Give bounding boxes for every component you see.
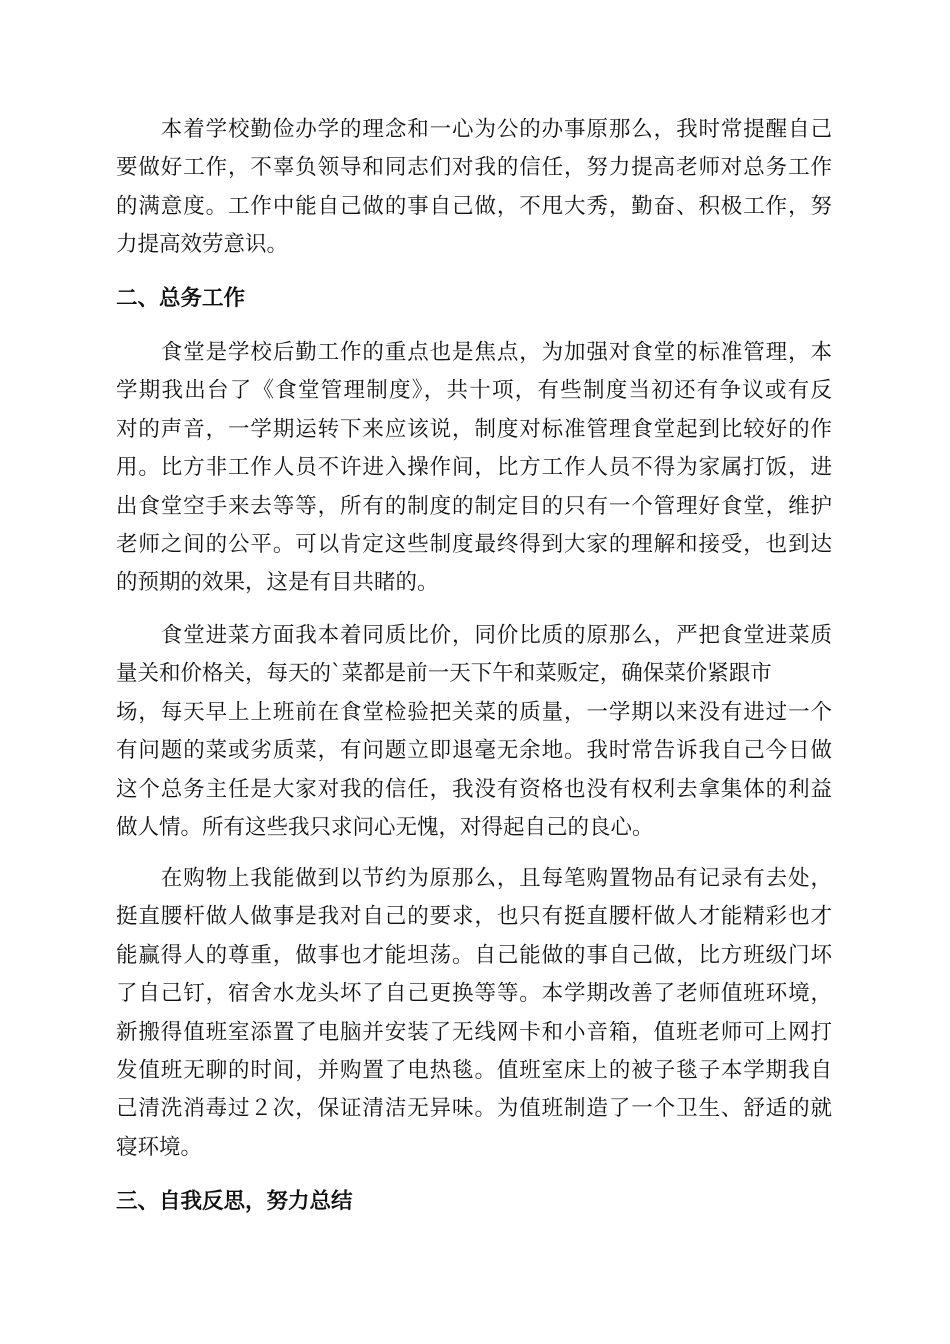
paragraph-2 <box>116 334 832 603</box>
text-line: 食堂进菜方面我本着同质比价，同价比质的原那么，严把食堂进菜质 <box>116 623 832 648</box>
text-line: 己清洗消毒过２次，保证清洁无异味。为值班制造了一个卫生、舒适的就 <box>116 1096 832 1122</box>
text-line: 的满意度。工作中能自己做的事自己做，不甩大秀，勤奋、积极工作，努 <box>116 193 832 219</box>
text-line: 力提高效劳意识。 <box>116 232 289 258</box>
text-line: 这个总务主任是大家对我的信任，我没有资格也没有权利去拿集体的利益 <box>116 776 832 802</box>
text-line: 出食堂空手来去等等，所有的制度的制定目的只有一个管理好食堂，维护 <box>116 493 832 519</box>
text-line: 用。比方非工作人员不许进入操作间，比方工作人员不得为家属打饭，进 <box>116 455 832 481</box>
text-line: 做人情。所有这些我只求问心无愧，对得起自己的良心。 <box>116 815 654 841</box>
text-line: 场，每天早上上班前在食堂检验把关菜的质量，一学期以来没有进过一个 <box>116 699 832 725</box>
text-line: 的预期的效果，这是有目共睹的。 <box>116 570 439 596</box>
text-line: 要做好工作，不辜负领导和同志们对我的信任，努力提高老师对总务工作 <box>116 155 832 181</box>
text-line: 在购物上我能做到以节约为原那么，且每笔购置物品有记录有去处， <box>116 866 832 891</box>
text-line: 对的声音，一学期运转下来应该说，制度对标准管理食堂起到比较好的作 <box>116 416 832 442</box>
text-line: 发值班无聊的时间，并购置了电热毯。值班室床上的被子毯子本学期我自 <box>116 1058 832 1084</box>
text-line: 本着学校勤俭办学的理念和一心为公的办事原那么，我时常提醒自己 <box>116 117 832 142</box>
paragraph-3 <box>116 617 832 847</box>
text-line: 老师之间的公平。可以肯定这些制度最终得到大家的理解和接受，也到达 <box>116 532 832 558</box>
paragraph-4 <box>116 860 832 1167</box>
text-line: 了自己钉，宿舍水龙头坏了自己更换等等。本学期改善了老师值班环境， <box>116 981 832 1007</box>
text-line: 寝环境。 <box>116 1134 203 1160</box>
text-line: 量关和价格关，每天的`菜都是前一天下午和菜贩定，确保菜价紧跟市 <box>116 661 772 687</box>
paragraph-1 <box>116 111 832 265</box>
section-heading-general-affairs: 二、总务工作 <box>116 286 246 311</box>
text-line: 有问题的菜或劣质菜，有问题立即退毫无余地。我时常告诉我自己今日做 <box>116 738 832 764</box>
text-line: 食堂是学校后勤工作的重点也是焦点，为加强对食堂的标准管理，本 <box>116 340 832 365</box>
text-line: 能赢得人的尊重，做事也才能坦荡。自己能做的事自己做，比方班级门坏 <box>116 942 832 968</box>
text-line: 学期我出台了《食堂管理制度》，共十项，有些制度当初还有争议或有反 <box>116 378 832 404</box>
text-line: 挺直腰杆做人做事是我对自己的要求，也只有挺直腰杆做人才能精彩也才 <box>116 904 832 930</box>
text-line: 新搬得值班室添置了电脑并安装了无线网卡和小音箱，值班老师可上网打 <box>116 1019 832 1045</box>
section-heading-self-reflection: 三、自我反思，努力总结 <box>116 1189 353 1214</box>
